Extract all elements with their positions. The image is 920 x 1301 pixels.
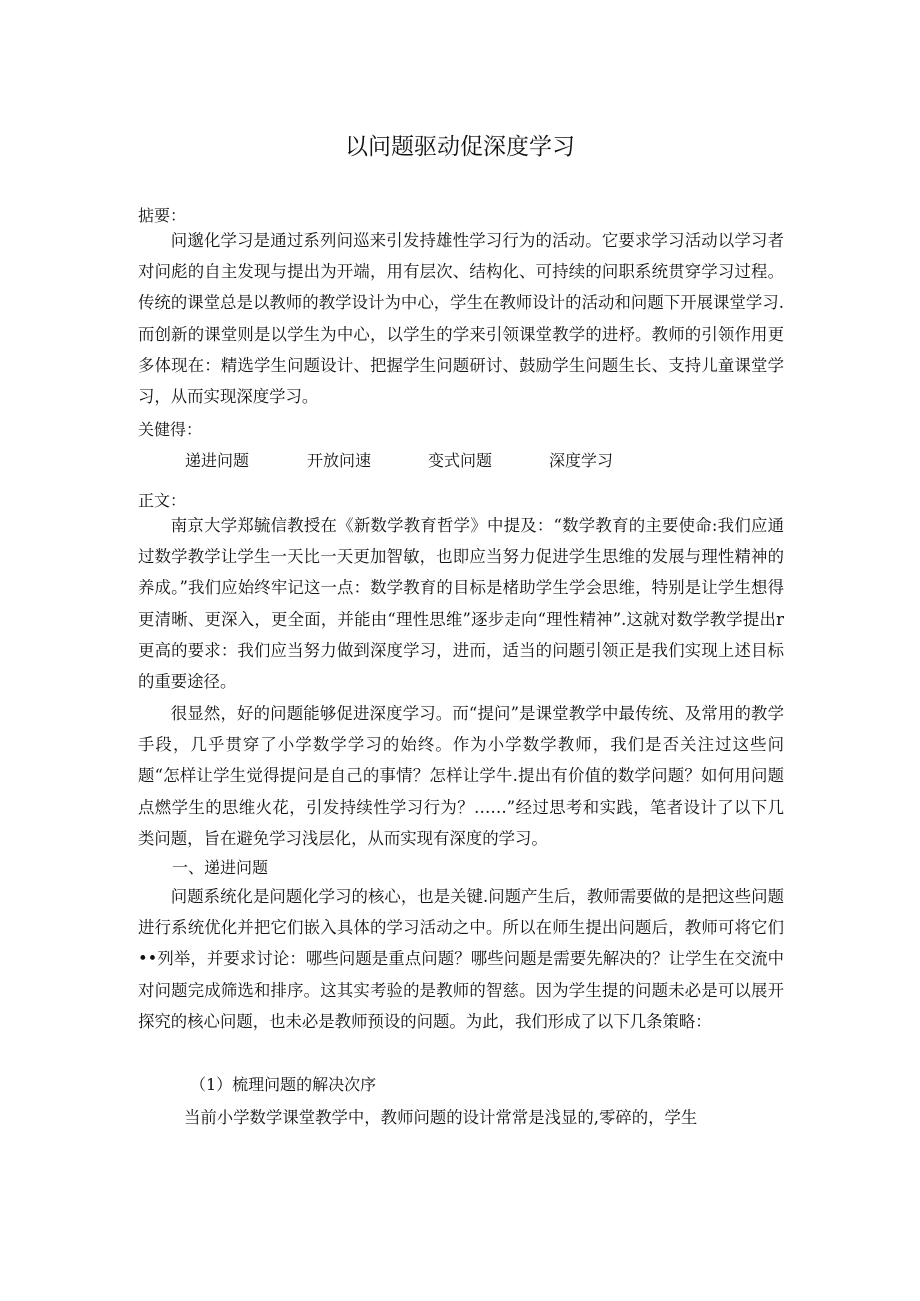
subsection-heading: （1）梳理问题的解决次序 (190, 1075, 377, 1094)
document-title: 以问题驱动促深度学习 (345, 134, 575, 160)
body-paragraph: 南京大学郑毓信教授在《新数学教育哲学》中提及：“数学教育的主要使命:我们应通过数学教学让学生一天比一天更加智敏，也即应当努力促进学生思维的发展与理性精神的养成。”我们应始终牢记这一点：数学教育的目标是楮助学生学会思维，特别是让学生想得更清晰、更深入，更全面，并能由“理性思维”逐步走向“理性精神”.这就对数学教学提出r更高的要求：我们应当努力做到深度学习，进而，适当的问题引领正是我们实现上述目标的重要途径。 (138, 516, 784, 692)
abstract-text: 问邈化学习是通过系列问巡来引发持雄性学习行为的活动。它要求学习活动以学习者对问彪的自主发现与提出为开端，用有层次、结构化、可持续的问职系统贯穿学习过程。传统的课堂总是以教师的教学设计为中心，学生在教师设计的活动和问题下开展课堂学习.而创新的课堂则是以学生为中心，以学生的学来引领课堂教学的进杼。教师的引领作用更多体现在：精选学生问题设计、把握学生问题研讨、鼓励学生问题生长、支持儿童课堂学习，从而实现深度学习。 (138, 231, 784, 407)
keyword-item: 变式问题 (428, 451, 493, 470)
truncated-line: 当前小学数学课堂教学中，教师问题的设计常常是浅显的,零碎的，学生 (184, 1108, 698, 1127)
keyword-item: 递进问题 (185, 451, 250, 470)
abstract-label: 掂要： (138, 206, 187, 225)
keywords-label: 关健得： (138, 420, 203, 439)
body-label: 正文： (138, 491, 187, 510)
section-paragraph: 问题系统化是问题化学习的核心，也是关键.问题产生后，教师需要做的是把这些问题进行系统优化并把它们嵌入具体的学习活动之中。所以在师生提出问题后，教师可将它们••列举，并要求讨论：哪些问题是重点问题？哪些问题是需要先解决的？让学生在交流中对问题完成筛选和排序。这其实考验的是教师的智慈。因为学生提的问题未必是可以展开探究的核心问题，也未必是教师预设的问题。为此，我们形成了以下几条策略： (138, 887, 784, 1031)
body-paragraph: 很显然，好的问题能够促进深度学习。而“提问”是课堂教学中最传统、及常用的教学手段，几乎贯穿了小学数学学习的始终。作为小学数学教师，我们是否关注过这些问题“怎样让学生觉得提问是自己的事情？怎样让学牛.提出有价值的数学问题？如何用问题点燃学生的思维火花，引发持续性学习行为？……”经过思考和实践，笔者设计了以下几类问题，旨在避免学习浅层化，从而实现有深度的学习。 (138, 704, 784, 848)
keyword-item: 深度学习 (549, 451, 614, 470)
keyword-item: 开放问速 (307, 451, 372, 470)
section-heading: 一、递进问题 (172, 858, 269, 877)
